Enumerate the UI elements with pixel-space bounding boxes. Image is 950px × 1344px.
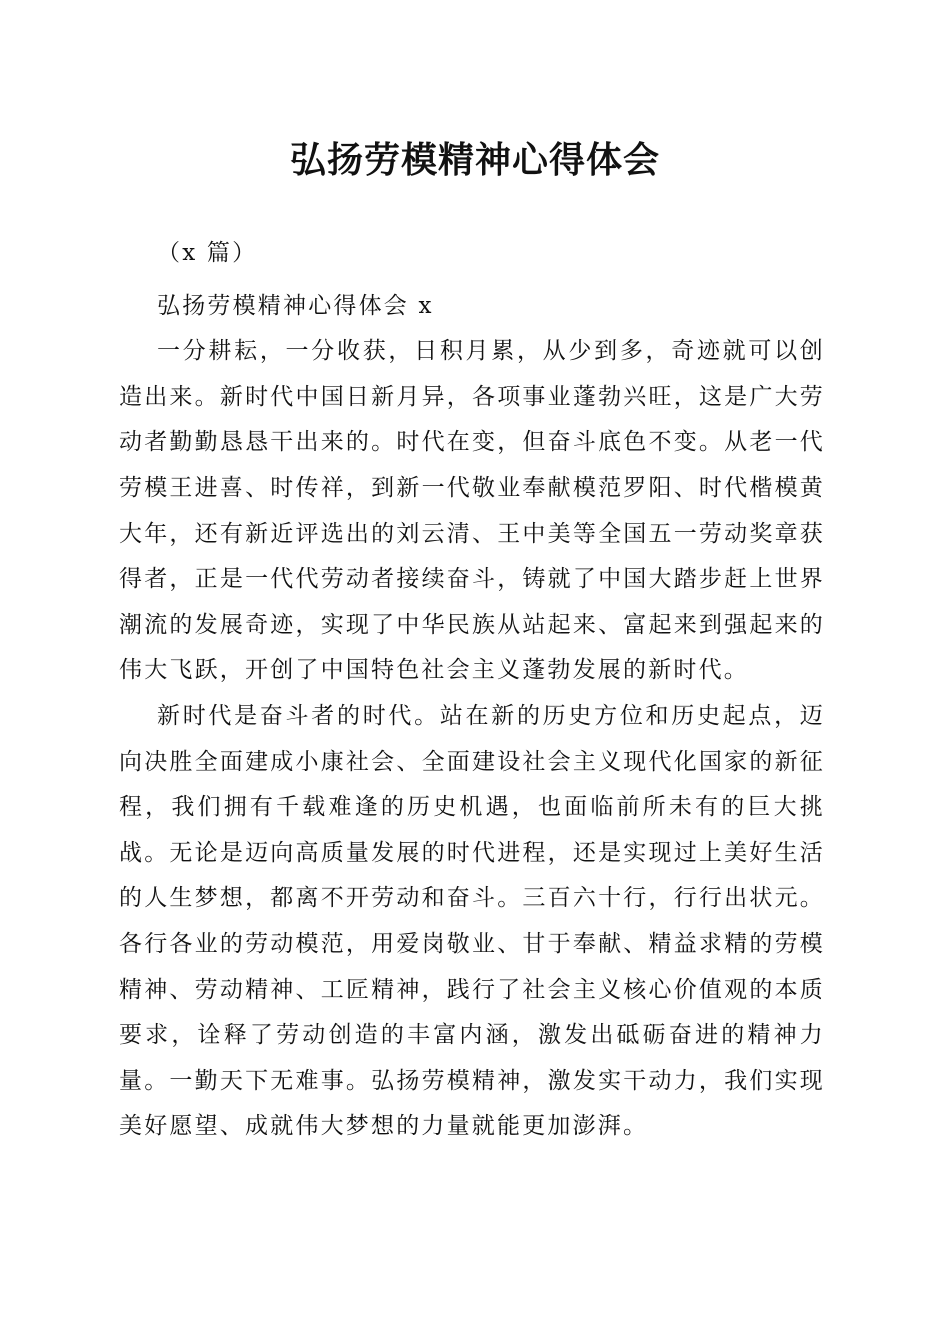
paragraph-2: 新时代是奋斗者的时代。站在新的历史方位和历史起点，迈向决胜全面建成小康社会、全面建设社会主义现代化国家的新征程，我们拥有千载难逢的历史机遇，也面临前所未有的巨大挑战。无论是迈向高质量发展的时代进程，还是实现过上美好生活的人生梦想，都离不开劳动和奋斗。三百六十行，行行出状元。各行各业的劳动模范，用爱岗敬业、甘于奉献、精益求精的劳模精神、劳动精神、工匠精神，践行了社会主义核心价值观的本质要求，诠释了劳动创造的丰富内涵，激发出砥砺奋进的精神力量。一勤天下无难事。弘扬劳模精神，激发实干动力，我们实现美好愿望、成就伟大梦想的力量就能更加澎湃。 xyxy=(119,702,825,1140)
paragraph-1: 一分耕耘，一分收获，日积月累，从少到多，奇迹就可以创造出来。新时代中国日新月异，各项事业蓬勃兴旺，这是广大劳动者勤勤恳恳干出来的。时代在变，但奋斗底色不变。从老一代劳模王进喜、时传祥，到新一代敬业奉献模范罗阳、时代楷模黄大年，还有新近评选出的刘云清、王中美等全国五一劳动奖章获得者，正是一代代劳动者接续奋斗，铸就了中国大踏步赶上世界潮流的发展奇迹，实现了中华民族从站起来、富起来到强起来的伟大飞跃，开创了中国特色社会主义蓬勃发展的新时代。 xyxy=(119,338,825,684)
article-count-note: （x 篇） xyxy=(157,240,258,266)
document-title: 弘扬劳模精神心得体会 xyxy=(289,139,660,181)
document-body xyxy=(119,231,825,1150)
article-subtitle: 弘扬劳模精神心得体会 x xyxy=(157,292,434,319)
